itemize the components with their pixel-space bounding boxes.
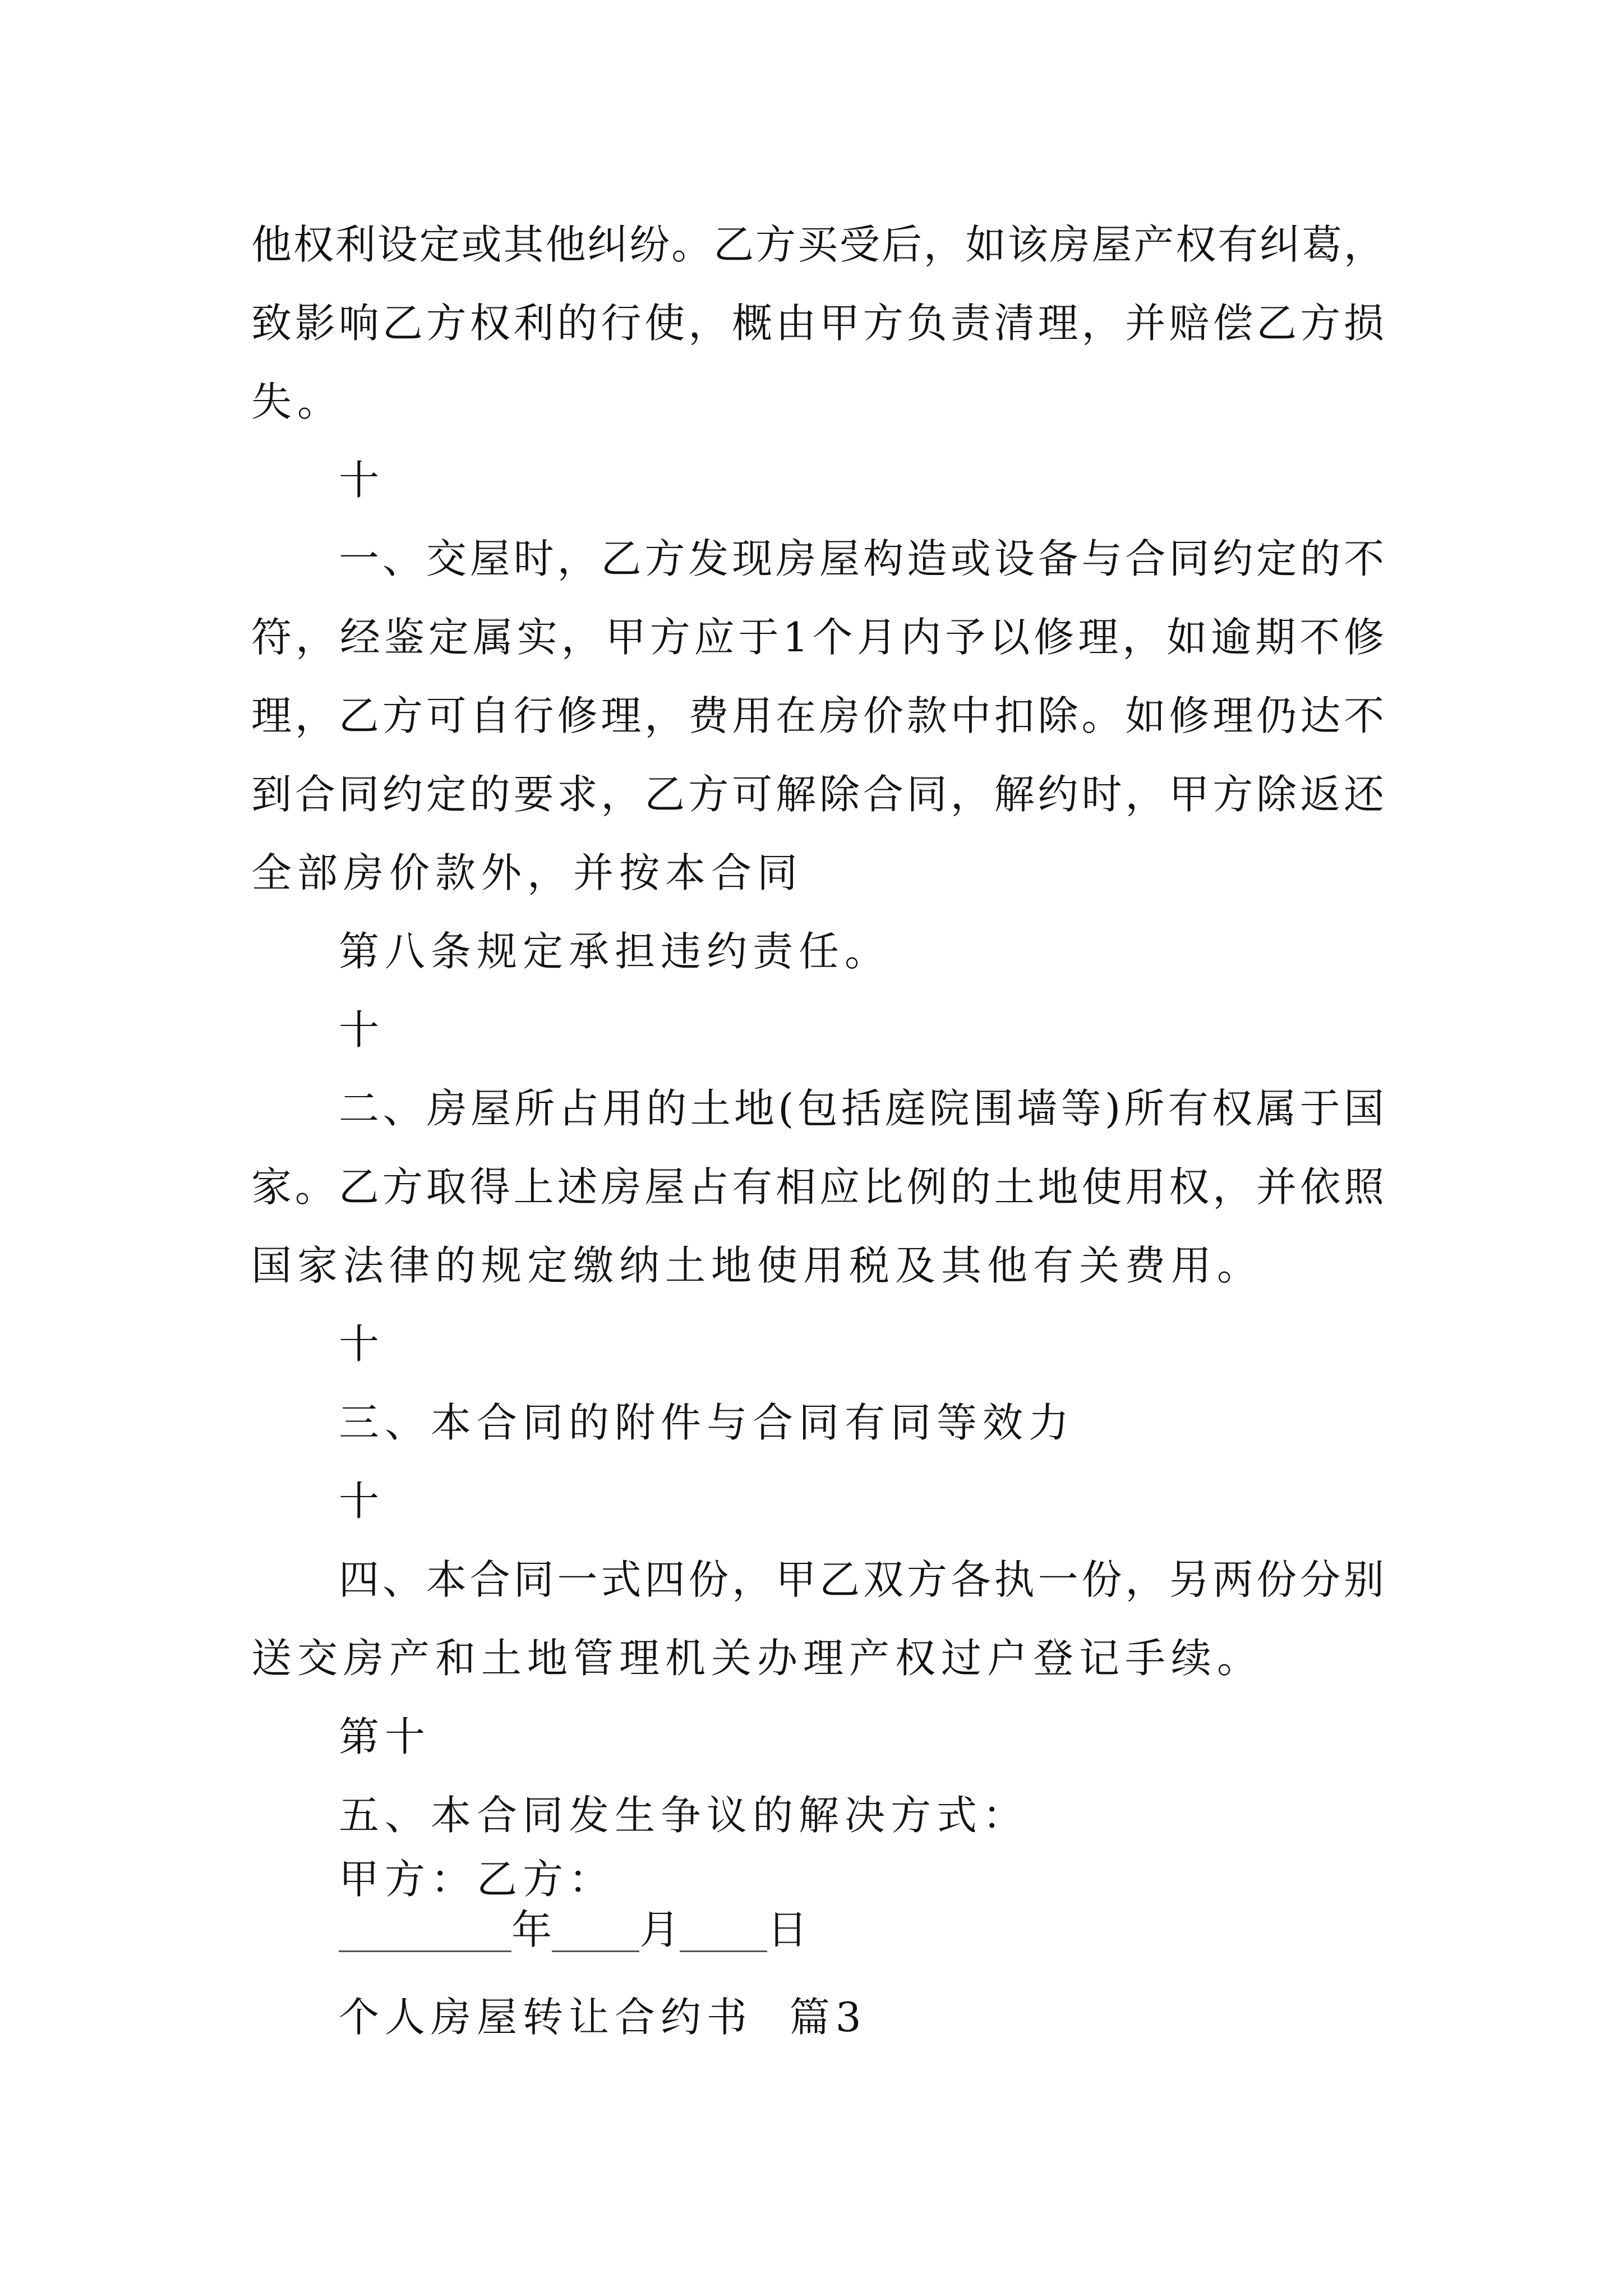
section-marker: 第十	[339, 1713, 431, 1760]
year-blank	[339, 1907, 511, 1952]
paragraph-line: 三、本合同的附件与合同有同等效力	[339, 1399, 1075, 1446]
signature-line: 甲方：乙方：	[339, 1856, 615, 1903]
paragraph-line: 送交房产和土地管理机关办理产权过户登记手续。	[251, 1635, 1264, 1682]
paragraph-line: 符，经鉴定属实，甲方应于1个月内予以修理，如逾期不修	[251, 614, 1384, 661]
paragraph-line: 到合同约定的要求，乙方可解除合同，解约时，甲方除返还	[251, 771, 1384, 818]
paragraph-line: 失。	[251, 378, 344, 425]
section-marker: 十	[339, 1006, 385, 1053]
paragraph-line: 第八条规定承担违约责任。	[339, 928, 891, 975]
paragraph-line: 全部房价款外，并按本合同	[251, 849, 804, 896]
day-blank	[680, 1907, 767, 1952]
month-label: 月	[639, 1906, 680, 1953]
paragraph-line: 他权利设定或其他纠纷。乙方买受后，如该房屋产权有纠葛，	[251, 221, 1384, 268]
date-line	[339, 1902, 808, 1958]
paragraph-line: 五、本合同发生争议的解决方式：	[339, 1792, 1029, 1839]
paragraph-line: 致影响乙方权利的行使，概由甲方负责清理，并赔偿乙方损	[251, 300, 1384, 347]
paragraph-line: 二、房屋所占用的土地(包括庭院围墙等)所有权属于国	[339, 1085, 1384, 1132]
paragraph-line: 四、本合同一式四份，甲乙双方各执一份，另两份分别	[339, 1556, 1384, 1603]
section-marker: 十	[339, 457, 385, 504]
paragraph-line: 一、交屋时，乙方发现房屋构造或设备与合同约定的不	[339, 535, 1384, 582]
paragraph-line: 家。乙方取得上述房屋占有相应比例的土地使用权，并依照	[251, 1163, 1384, 1211]
next-section-title: 个人房屋转让合约书 篇3	[339, 1994, 867, 2041]
section-marker: 十	[339, 1478, 385, 1525]
day-label: 日	[767, 1906, 808, 1953]
section-marker: 十	[339, 1320, 385, 1368]
paragraph-line: 国家法律的规定缴纳土地使用税及其他有关费用。	[251, 1242, 1264, 1289]
year-label: 年	[511, 1906, 552, 1953]
paragraph-line: 理，乙方可自行修理，费用在房价款中扣除。如修理仍达不	[251, 692, 1384, 739]
month-blank	[552, 1907, 639, 1952]
